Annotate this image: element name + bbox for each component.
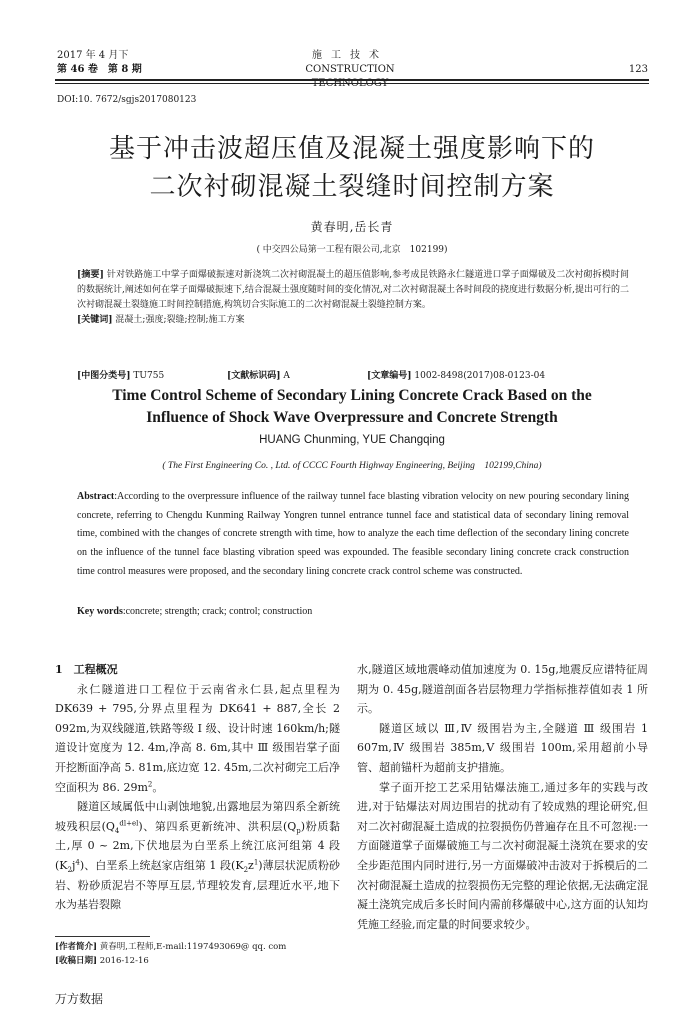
journal-name-en: CONSTRUCTION TECHNOLOGY [305,64,395,89]
running-header-left [57,49,142,77]
title-en-line2: Influence of Shock Wave Overpressure and Concrete Strength [146,409,558,426]
paragraph: 永仁隧道进口工程位于云南省永仁县,起点里程为 DK639 + 795,分界点里程为 DK641 + 887,全长 2 092m,为双线隧道,铁路等级 Ⅰ 级、设计时速 160km/h;隧道设计宽度为 12. 4m,净高 8. 6m,其中 Ⅲ 级围岩掌子面开挖断面净高 5. 81m,底边宽 12. 45m,二次衬砌完工后净空面积为 86. $29m^2$。 [55,682,340,794]
body-column-right [357,660,648,934]
section-heading: 1 工程概况 [55,663,118,676]
title-cn-line2: 二次衬砌混凝土裂缝时间控制方案 [149,172,555,202]
author-bio: [作者简介] 黄春明,工程师,E-mail:1197493069@ qq. com [55,942,287,952]
keywords-cn-text: 混凝土;强度;裂缝;控制;施工方案 [115,315,245,325]
page-number: 123 [628,64,648,75]
clc-code: [中图分类号] TU755 [77,371,165,381]
volume-issue: 第 46 卷 第 8 期 [57,64,142,75]
abstract-en [77,488,629,582]
issue-date: 2017 年 4 月下 [57,50,129,61]
affiliation-cn: ( 中交四公局第一工程有限公司,北京 102199) [256,245,448,255]
watermark: 万方数据 [55,992,104,1006]
paragraph: 隧道区域属低中山剥蚀地貌,出露地层为第四系全新统坡残积层$(Q_4^{dl+el})$、第四系更新统冲、洪积层$(Q_p)$粉质黏土,厚 0 ~ 2m,下伏地层为白垩系上统江底河组第 4 段$(K_2j^4)$、白垩系上统赵家店组第 1 段$(K_2z^1)$薄层状泥质粉砂岩、粉砂质泥岩不等厚互层,节理较发育,层理近水平,地下水为基岩裂隙 [55,800,341,912]
footnote-rule [55,936,150,937]
body-column-left [55,660,340,915]
abstract-cn-text: 针对铁路施工中掌子面爆破振速对新浇筑二次衬砌混凝土的超压值影响,参考成昆铁路永仁隧道进口掌子面爆破及二次衬砌拆模时间的数据统计,阐述如何在掌子面爆破振速下,结合混凝土强度随时间的变化情况,对二次衬砌混凝土各时间段的挠度进行数据分析,提出可行的二次衬砌混凝土裂缝施工时间控制措施,构筑切合实际施工的二次衬砌混凝土裂缝控制方案。 [77,270,629,310]
authors-en: HUANG Chunming, YUE Changqing [259,434,445,446]
abstract-cn-label: [摘要] [77,270,104,280]
paragraph-continued: 水,隧道区域地震峰动值加速度为 0. 15g,地震反应谱特征周期为 0. 45g,隧道剖面各岩层物理力学指标推荐值如表 1 所示。 [357,663,648,716]
paragraph: 隧道区域以 Ⅲ,Ⅳ 级围岩为主,全隧道 Ⅲ 级围岩 1 607m,Ⅳ 级围岩 385m,Ⅴ 级围岩 100m,采用超前小导管、超前锚杆为超前支护措施。 [357,721,648,774]
abstract-en-text: :According to the overpressure influence of the railway tunnel face blasting vibration velocity on new pouring secondary lining concrete, referring to Chengdu Kunming Railway Yongren tunnel entrance tunnel face and statistical data of secondary lining removal time, combined with the changes of concrete strength with time, how to analyze the each time deflection of the secondary lining concrete on the influence of the tunnel face blasting vibration speed was expounded. The feasible secondary lining concrete crack construction time control measures were proposed, and the secondary lining concrete crack control scheme was constructed. [77,491,629,577]
keywords-en-text: :concrete; strength; crack; control; construction [122,606,313,617]
article-number: [文章编号] 1002-8498(2017)08-0123-04 [367,371,546,381]
abstract-en-label: Abstract [77,491,115,502]
abstract-cn [77,268,629,328]
journal-name-cn: 施工技术 [312,50,388,61]
authors-cn: 黄春明,岳长青 [310,220,394,234]
document-code: [文献标识码] A [227,371,290,381]
header-rule-thin [55,83,649,84]
header-rule-thick [55,79,649,81]
keywords-cn-label: [关键词] [77,315,113,325]
running-header-center [270,49,430,91]
paragraph: 掌子面开挖工艺采用钻爆法施工,通过多年的实践与改进,对于钻爆法对周边围岩的扰动有了较成熟的理论研究,但对二次衬砌混凝土造成的拉裂损伤仍普遍存在且不可忽视:一方面隧道掌子面爆破施工与二次衬砌混凝土浇筑在要求的安全步距范围内同时进行,另一方面爆破冲击波对于拆模后的二次衬砌混凝土造成的拉裂损伤无完整的理论依据,无法确定混凝土浇筑完成后多长时间内需前移爆破中心,这方面的认知均凭施工经验,而定量的时间要求较少。 [357,780,648,931]
title-cn-line1: 基于冲击波超压值及混凝土强度影响下的 [108,134,595,164]
keywords-en [77,606,629,617]
title-en-line1: Time Control Scheme of Secondary Lining Concrete Crack Based on the [112,387,592,404]
keywords-en-label: Key words [77,606,123,617]
footnote [55,940,340,968]
doi: DOI:10. 7672/sgjs2017080123 [57,95,197,105]
affiliation-en: ( The First Engineering Co. , Ltd. of CCCC Fourth Highway Engineering, Beijing 102199,China) [162,461,542,471]
article-title-en [55,385,649,429]
article-title-cn [55,130,649,206]
received-date: [收稿日期] 2016-12-16 [55,956,149,966]
